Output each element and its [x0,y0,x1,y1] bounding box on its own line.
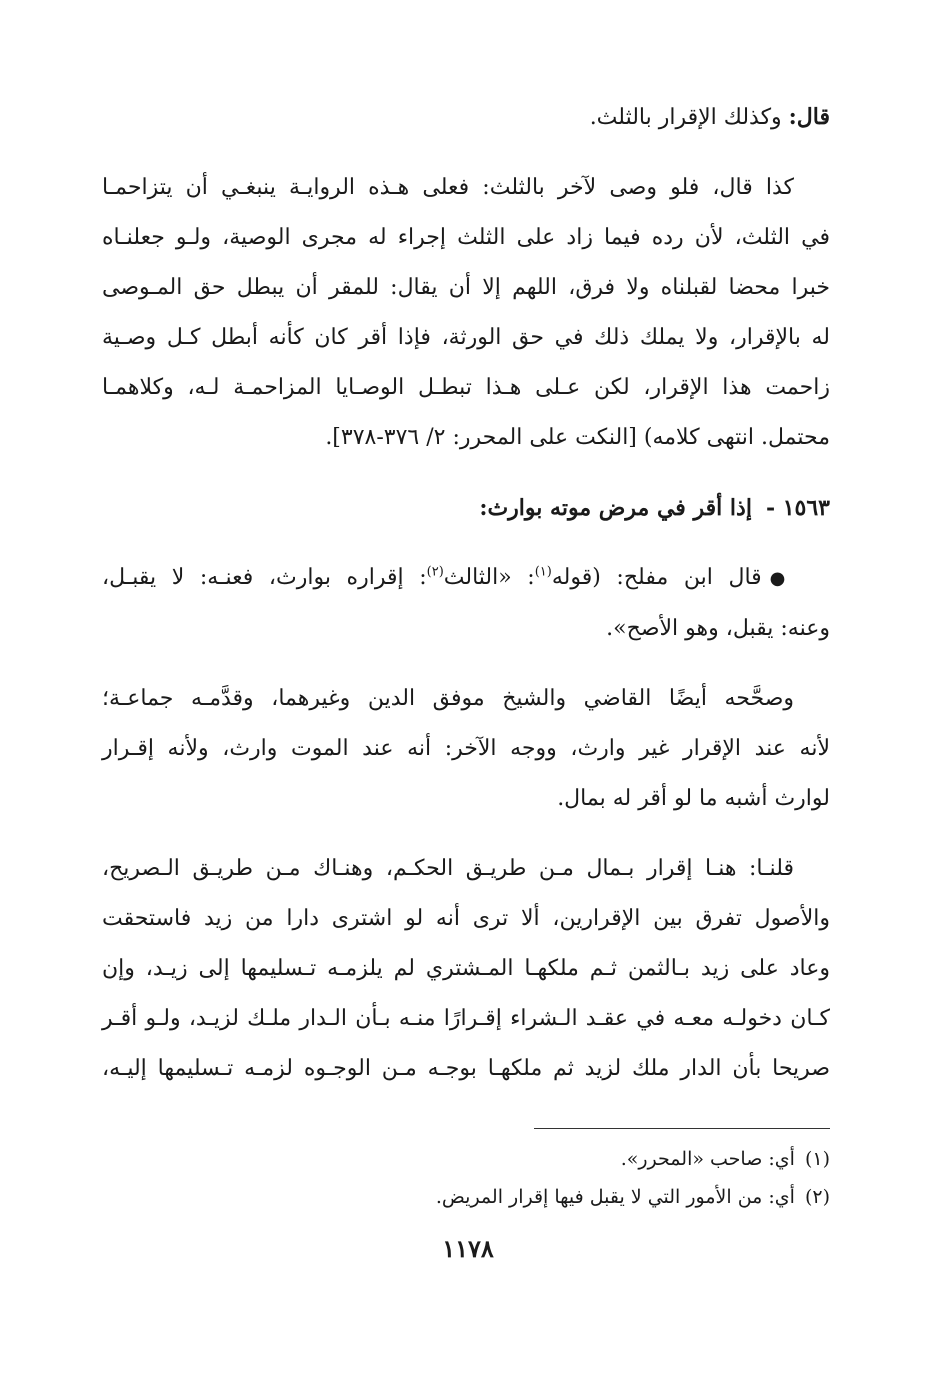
text-line: قال: وكذلك الإقرار بالثلث. [589,104,830,130]
text-line: في الثلث، لأن رده فيما زاد على الثلث إجراء له مجرى الوصية، ولـو جعلنـاه [102,225,830,250]
bullet-icon: ● [769,568,794,589]
text-line: كذا قال، فلو وصى لآخر بالثلث: فعلى هـذه الروايـة ينبغـي أن يتزاحمـا [102,175,794,200]
paragraph-5 [102,844,830,1094]
section-number: ١٥٦٣ - [765,495,830,521]
paragraph-3 [102,553,830,654]
text-line: والأصول تفرق بين الإقرارين، ألا ترى أنه لو اشترى دارا من زيد فاستحقت [102,906,830,931]
footnote-divider [534,1128,830,1129]
text-line: صريحا بأن الدار ملك لزيد ثم ملكهـا بوجـه مـن الوجـوه لزمـه تـسليمها إليـه، [102,1056,830,1081]
text-line: وعاد على زيد بـالثمن ثـم ملكهـا المـشتري لم يلزمـه تـسليمها إلى زيـد، وإن [102,956,830,981]
text-line: له بالإقرار، ولا يملك ذلك في حق الورثة، فإذا أقر كان كأنه أبطل كـل وصـية [102,325,830,350]
page-number: ١١٧٨ [442,1234,494,1263]
footnote-ref: (١) [534,564,552,580]
section-heading [102,483,830,533]
footnote-ref: (٢) [426,564,444,580]
paragraph-2 [102,163,830,463]
text-line: لأنه عند الإقرار غير وارث، ووجه الآخر: أنه عند الموت وارث، ولأنه إقـرار [102,736,830,761]
text-line: خبرا محضا لقبلناه ولا فرق، اللهم إلا أن يقال: للمقر أن يبطل حق المـوصى [102,275,830,300]
lead-word: قال: [788,104,830,130]
footnote-2: (٢)أي: من الأمور التي لا يقبل فيها إقرار المريض. [435,1186,830,1208]
text-line: محتمل. انتهى كلامه) [النكت على المحرر: ٢/ ٣٧٦-٣٧٨]. [325,425,830,450]
footnotes [102,1140,830,1216]
paragraph-4 [102,674,830,824]
text-line: وعنه: يقبل، وهو الأصح». [606,616,830,641]
text-line: زاحمت هذا الإقرار، لكن عـلى هـذا تبطـل الوصـايا المزاحمـة لـه، وكلاهمـا [102,375,830,400]
text-line: قلنـا: هنـا إقرار بـمال مـن طريـق الحكـم، وهنـاك مـن طريـق الـصريح، [102,856,794,881]
text-line: لوارث أشبه ما لو أقر له بمال. [557,786,830,811]
footnote-1: (١)أي: صاحب «المحرر». [620,1148,830,1170]
section-title: إذا أقر في مرض موته بوارث: [479,495,752,521]
text-line: وصحَّحه أيضًا القاضي والشيخ موفق الدين وغيرهما، وقدَّمـه جماعـة؛ [102,686,794,711]
page-body [102,92,830,1114]
text-line: كـان دخولـه معـه في عقـد الـشراء إقـرارًا منـه بـأن الـدار ملـك لزيـد، ولـو أقـر [102,1006,830,1031]
text-line: ●قال ابن مفلح: (قوله$^{(١)}$: «الثالث$^{(٢)}$: إقراره بوارث، فعنـه: لا يقبـل، [102,564,794,590]
paragraph-1 [102,92,830,143]
